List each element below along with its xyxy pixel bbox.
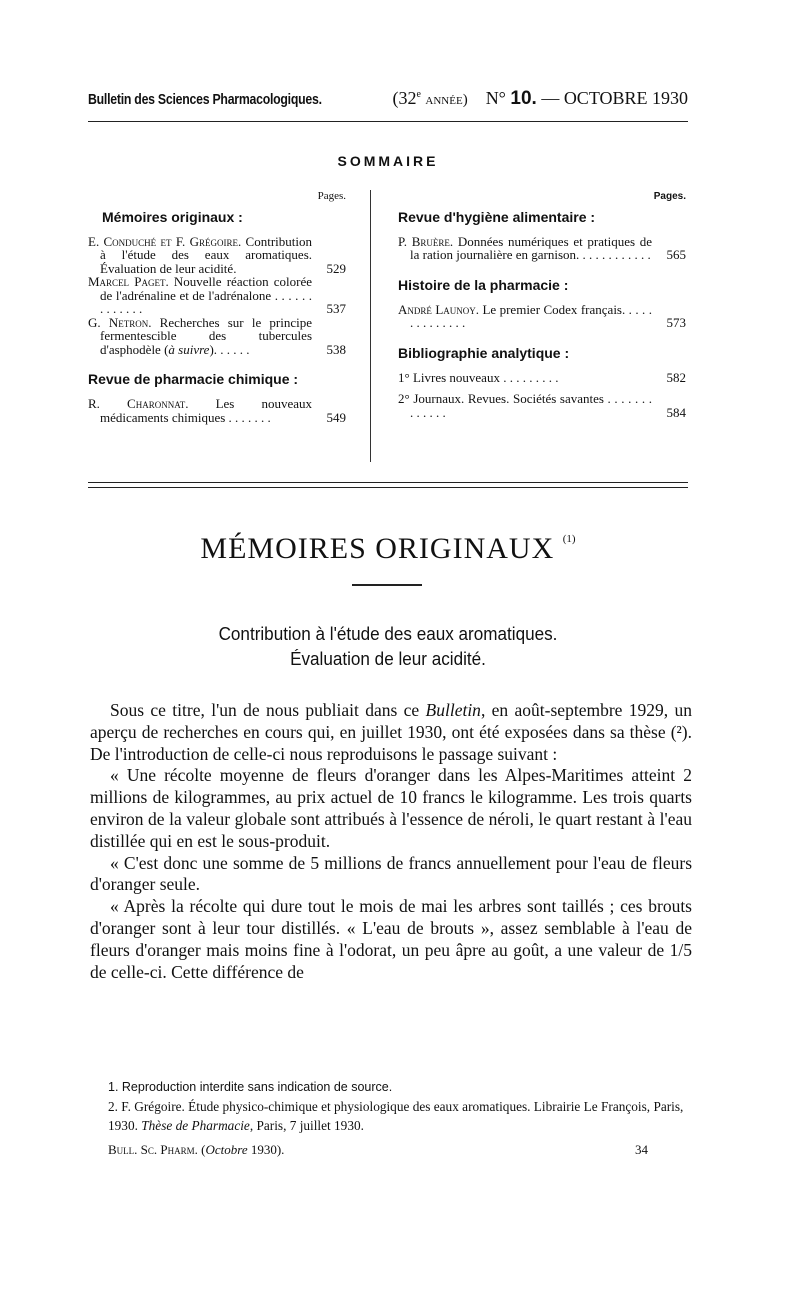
header-rule <box>88 121 688 122</box>
toc-author: P. Bruère. <box>398 233 454 249</box>
toc-text: Contribution à l'étude des eaux aromatiques. Évaluation de leur acidité. <box>100 233 312 276</box>
paragraph: « Après la récolte qui dure tout le mois de mai les arbres sont taillés ; ces brouts d'oranger sont à leur tour distillés. « L'eau de brouts », assez semblable à l'eau de fleurs d'oranger mais moins fine à l'odorat, un peu âpre au goût, a une valeur de 1/5 de celle-ci. Cette différence de <box>90 896 692 982</box>
toc-text: Journaux. Revues. Sociétés savantes . . . . . . . . . . . . . <box>410 391 652 420</box>
toc-text: Nouvelle réaction colorée de l'adrénaline et de l'adrénalone . . . . . . . . . . . . . <box>100 274 312 316</box>
toc-section-heading: Histoire de la pharmacie : <box>398 276 569 293</box>
toc-entry[interactable] <box>88 316 346 357</box>
footnotes <box>90 1078 692 1135</box>
page-header <box>88 88 688 118</box>
toc-entry[interactable] <box>88 235 346 276</box>
toc-entry[interactable] <box>398 235 686 262</box>
section-title-text: MÉMOIRES ORIGINAUX <box>200 532 555 565</box>
paragraph <box>90 700 692 765</box>
toc-section-heading: Revue de pharmacie chimique : <box>88 371 299 387</box>
section-footnote-ref[interactable]: (1) <box>562 533 576 545</box>
toc-text: Le premier Codex français. . . . . . . . . . . . . . <box>410 301 652 330</box>
issue-number: 10. <box>510 88 537 109</box>
toc-page: 529 <box>326 260 346 276</box>
toc-author: 2° <box>398 391 414 406</box>
footnote-1: 1. Reproduction interdite sans indication de source. <box>108 1080 393 1094</box>
toc-section-heading: Revue d'hygiène alimentaire : <box>398 208 596 225</box>
issue-date: — OCTOBRE 1930 <box>541 88 688 108</box>
paragraph: « C'est donc une somme de 5 millions de francs annuellement pour l'eau de fleurs d'oranger seule. <box>90 852 692 895</box>
section-double-rule <box>88 482 688 488</box>
toc-left-column <box>88 190 346 424</box>
toc-text: Données numériques et pratiques de la ration journalière en garnison. . . . . . . . . . . . <box>410 233 652 262</box>
footnote-2 <box>90 1097 692 1135</box>
page-number: 34 <box>635 1142 648 1157</box>
toc-author: André Launoy. <box>398 301 480 317</box>
footer-citation-a: Bull. Sc. Pharm. ( <box>108 1142 206 1157</box>
toc-text-after: ). . . . . . <box>209 341 250 357</box>
pages-label-left: Pages. <box>317 190 346 202</box>
toc-section-heading: Mémoires originaux : <box>102 208 243 225</box>
toc-author: 1° <box>398 369 413 385</box>
issue-open: (32 <box>392 88 417 108</box>
paragraph: « Une récolte moyenne de fleurs d'oranger dans les Alpes-Maritimes atteint 2 millions de kilogrammes, au prix actuel de 10 francs le kilogramme. Les trois quarts environ de la valeur globale sont attribués à l'essence de néroli, le quart restant à l'eau distillée qui en est le sous-produit. <box>90 765 692 851</box>
toc-text: Livres nouveaux . . . . . . . . . <box>412 369 559 385</box>
toc-page: 549 <box>326 409 346 425</box>
toc-entry[interactable] <box>398 303 686 330</box>
toc-entry[interactable] <box>398 371 686 385</box>
toc-author: Marcel Paget. <box>88 274 169 289</box>
page-footer <box>108 1142 648 1158</box>
p1-text-a: Sous ce titre, l'un de nous publiait dans ce <box>110 700 426 720</box>
toc-page: 537 <box>326 301 346 316</box>
toc-right-column <box>398 190 686 419</box>
section-title <box>0 532 776 566</box>
footer-citation-italic: Octobre <box>205 1142 248 1157</box>
toc-text: Les nouveaux médicaments chimiques . . . . . . . <box>100 396 313 425</box>
footnote-2-text-a: 2. F. Grégoire. Étude physico-chimique et physiologique des eaux aromatiques. Librairie Le François, Paris, 1930. <box>108 1099 684 1133</box>
article-title-line1: Contribution à l'étude des eaux aromatiques. <box>218 624 558 644</box>
toc-page: 538 <box>326 341 346 357</box>
issue-no: N° <box>485 88 511 108</box>
footer-citation-b: 1930). <box>247 1142 285 1157</box>
toc-entry[interactable] <box>88 397 346 424</box>
toc-page: 582 <box>666 369 686 385</box>
toc-author: G. Netron. <box>88 314 152 330</box>
issue-sup: e <box>416 89 421 100</box>
toc-entry[interactable] <box>398 392 686 419</box>
toc-page: 565 <box>666 247 686 262</box>
toc-text: Recherches sur le principe fermentescible des tubercules d'asphodèle ( <box>100 314 312 357</box>
toc-author: E. Conduché et F. Grégoire. <box>88 233 242 249</box>
article-body <box>90 700 692 983</box>
toc-author: R. Charonnat. <box>88 396 189 411</box>
toc-divider <box>370 190 371 462</box>
footer-citation <box>108 1142 284 1158</box>
sommaire-title: SOMMAIRE <box>337 153 439 169</box>
issue-annee: année) <box>425 92 468 108</box>
journal-title: Bulletin des Sciences Pharmacologiques. <box>88 91 322 108</box>
pages-label-right: Pages. <box>653 191 686 202</box>
toc-italic: à suivre <box>168 341 210 357</box>
toc-section-heading: Bibliographie analytique : <box>398 344 570 361</box>
footnote-2-italic: Thèse de Pharmacie <box>141 1118 250 1133</box>
toc-entry[interactable] <box>88 275 346 316</box>
article-title-line2: Évaluation de leur acidité. <box>290 649 486 669</box>
issue-info <box>392 88 688 110</box>
toc-page: 584 <box>666 404 686 420</box>
title-rule <box>352 584 422 586</box>
p1-text-b: , en août-septembre 1929, un aperçu de recherches en cours qui, en juillet 1930, ont été exposées dans sa thèse (²). De l'introduction de celle-ci nous reproduisons le passage suivant : <box>90 700 693 764</box>
p1-italic: Bulletin <box>425 700 481 720</box>
footnote-2-text-b: , Paris, 7 juillet 1930. <box>249 1118 364 1133</box>
article-title <box>19 622 756 672</box>
toc-page: 573 <box>666 315 686 330</box>
